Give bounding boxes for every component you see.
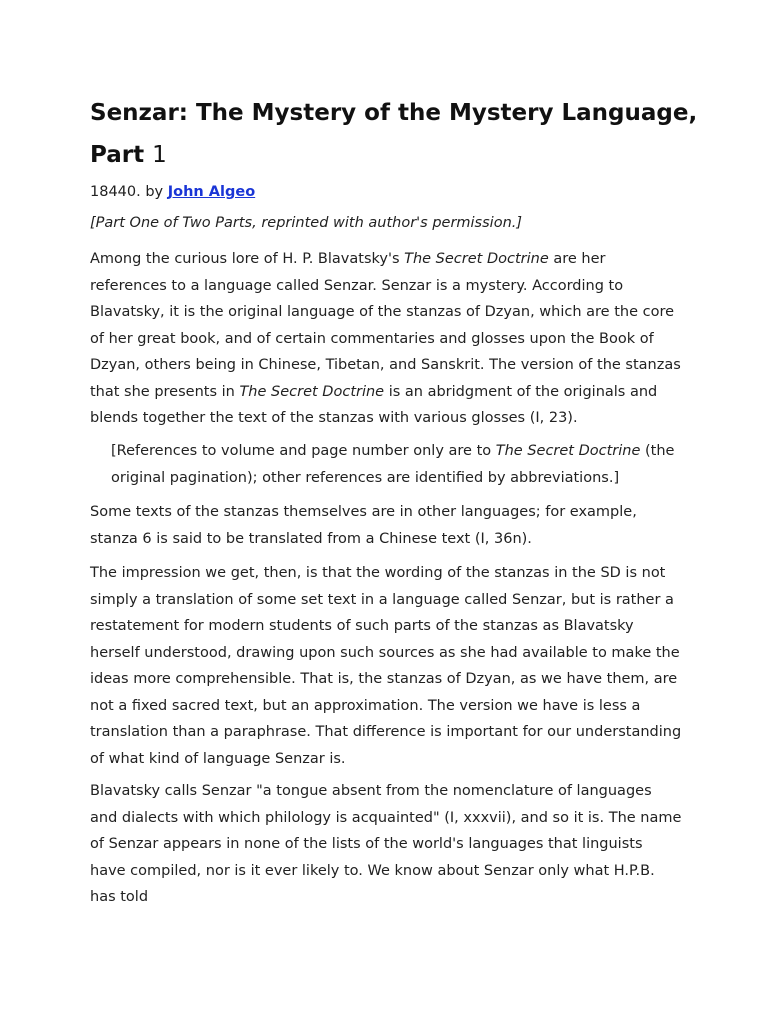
italic-title-reference: The Secret Doctrine (404, 251, 549, 267)
author-link[interactable]: John Algeo (167, 184, 256, 200)
article-title-text: Senzar: The Mystery of the Mystery Language, Part (90, 100, 698, 168)
article-id-prefix: 18440. by (90, 184, 164, 200)
paragraph-text: Some texts of the stanzas themselves are in other languages; for example, stanza 6 is said to be translated from a Chinese text (I, 36n). (90, 504, 637, 547)
body-paragraph-1 (90, 246, 682, 432)
paragraph-text: [References to volume and page number only are to (111, 443, 496, 459)
italic-title-reference: The Secret Doctrine (495, 443, 641, 459)
byline (90, 180, 255, 204)
body-paragraph-4 (90, 560, 682, 772)
italic-title-reference: The Secret Doctrine (239, 383, 385, 400)
article-title (90, 92, 710, 176)
paragraph-text: is an abridgment of the originals and blends together the text of the stanzas with various glosses (I, 23). (90, 383, 658, 426)
body-paragraph-3 (90, 499, 682, 552)
paragraph-text: (the original pagination); other references are identified by abbreviations.] (111, 443, 675, 486)
body-paragraph-2-reference-note (111, 438, 681, 491)
paragraph-text: are her references to a language called Senzar. Senzar is a mystery. According to Blavatsky, it is the original language of the stanzas of Dzyan, which are the core of her great book, and of certain commentaries and glosses upon the Book of Dzyan, others being in Chinese, Tibetan, and Sanskrit. The version of the stanzas that she presents in (90, 251, 681, 400)
paragraph-text: Among the curious lore of H. P. Blavatsky's (90, 251, 405, 267)
reprint-note: [Part One of Two Parts, reprinted with author's permission.] (90, 215, 523, 231)
paragraph-text: Blavatsky calls Senzar "a tongue absent from the nomenclature of languages and dialects with which philology is acquainted" (I, xxxvii), and so it is. The name of Senzar appears in none of the lists of the world's languages that linguists have compiled, nor is it ever likely to. We know about Senzar only what H.P.B. has told (90, 783, 682, 905)
paragraph-text: The impression we get, then, is that the wording of the stanzas in the SD is not simply a translation of some set text in a language called Senzar, but is rather a restatement for modern students of such parts of the stanzas as Blavatsky herself understood, drawing upon such sources as she had available to make the ideas more comprehensible. That is, the stanzas of Dzyan, as we have them, are not a fixed sacred text, but an approximation. The version we have is less a translation than a paraphrase. That difference is important for our understanding of what kind of language Senzar is. (90, 565, 682, 767)
article-title-part-number: 1 (152, 142, 167, 168)
body-paragraph-5 (90, 778, 682, 911)
